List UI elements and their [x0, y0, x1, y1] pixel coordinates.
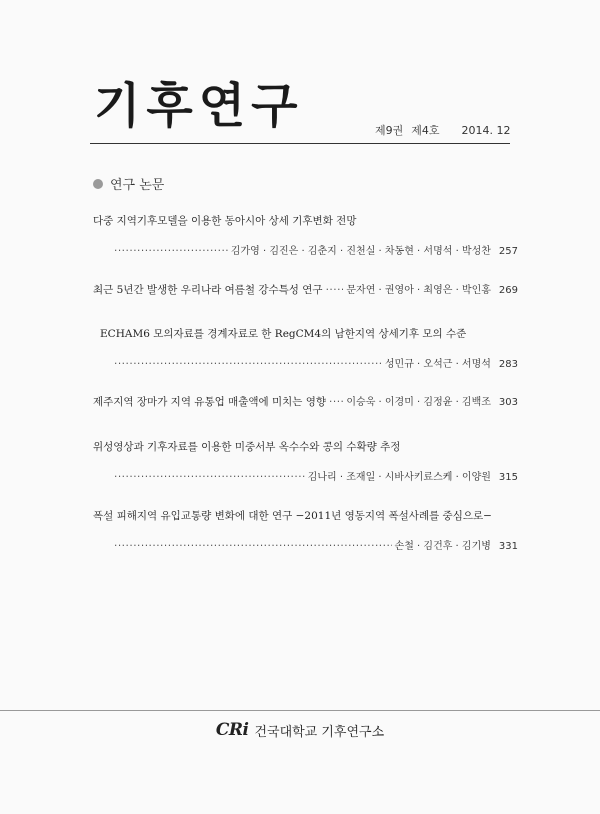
leader-dots: [114, 245, 228, 257]
article-title[interactable]: 다중 지역기후모델을 이용한 동아시아 상세 기후변화 전망: [93, 215, 357, 227]
author-row: [100, 355, 518, 370]
institute-name: 건국대학교 기후연구소: [254, 724, 385, 740]
article-authors: 이승욱 · 이경미 · 김정윤 · 김백조: [346, 397, 491, 408]
toc-entry[interactable]: [93, 508, 518, 552]
volume: 제9권: [375, 124, 404, 137]
header-rule: [90, 143, 510, 144]
article-title[interactable]: 제주지역 장마가 지역 유통업 매출액에 미치는 영향: [93, 396, 327, 408]
issue-info: [375, 122, 511, 138]
article-title[interactable]: 폭설 피해지역 유입교통량 변화에 대한 연구 −2011년 영동지역 폭설사례를 중심으로−: [93, 510, 492, 522]
article-title[interactable]: ECHAM6 모의자료를 경계자료로 한 RegCM4의 남한지역 상세기후 모의 수준: [100, 328, 467, 340]
article-authors: 성민규 · 오석근 · 서명석: [384, 359, 491, 370]
entry-row: [93, 281, 518, 297]
article-page: 315: [498, 472, 518, 483]
journal-title: 기후연구: [94, 78, 304, 134]
bullet-icon: [93, 179, 103, 189]
publisher-footer: [0, 720, 600, 740]
leader-dots: [326, 284, 344, 296]
article-title[interactable]: 위성영상과 기후자료를 이용한 미중서부 옥수수와 콩의 수확량 추정: [93, 441, 401, 453]
article-authors: 김나리 · 조재일 · 시바사키료스케 · 이양원: [307, 472, 491, 483]
cri-logo: CRi: [215, 720, 249, 740]
article-page: 303: [498, 397, 518, 408]
leader-dots: [114, 471, 305, 483]
article-page: 283: [498, 359, 518, 370]
toc-entry[interactable]: [93, 439, 518, 483]
article-authors: 김가영 · 김진은 · 김춘지 · 진천실 · 차동현 · 서명석 · 박성찬: [230, 246, 491, 257]
author-row: [93, 468, 518, 483]
article-page: 331: [498, 541, 518, 552]
leader-dots: [329, 396, 343, 408]
issue-number: 제4호: [411, 124, 440, 137]
footer-rule: [0, 710, 600, 711]
leader-dots: [114, 540, 392, 552]
author-row: [93, 537, 518, 552]
author-row: [93, 242, 518, 257]
article-authors: 손철 · 김건후 · 김기병: [394, 541, 491, 552]
toc-entry[interactable]: [93, 393, 518, 409]
article-page: 269: [498, 285, 518, 296]
toc-entry[interactable]: [100, 326, 518, 370]
section-heading: [93, 174, 164, 193]
entry-row: [93, 393, 518, 409]
toc-entry[interactable]: [93, 281, 518, 297]
issue-date: 2014. 12: [461, 124, 511, 137]
leader-dots: [114, 358, 382, 370]
article-page: 257: [498, 246, 518, 257]
article-title[interactable]: 최근 5년간 발생한 우리나라 여름철 강수특성 연구: [93, 284, 323, 296]
toc-entry[interactable]: [93, 213, 518, 257]
section-heading-label: 연구 논문: [110, 178, 165, 193]
article-authors: 문자연 · 권영아 · 최영은 · 박인홍: [346, 285, 491, 296]
